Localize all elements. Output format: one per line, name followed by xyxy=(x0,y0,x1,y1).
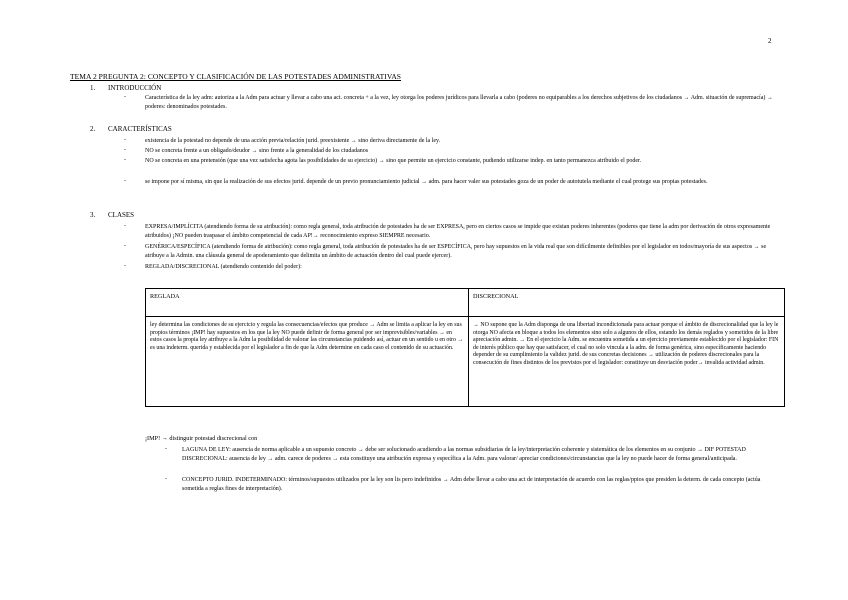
bullet-marker: - xyxy=(124,243,126,249)
list-item-text: Característica de la ley adm: autoriza a la Adm para actuar y llevar a cabo una act. concreta + a la vez, ley otorga los poderes jurídicos para llevarla a cabo (poderes no equiparables a los derechos subjetivos de los ciudadanos → Adm. situación de supremacía) → poderes: denominados potestades. xyxy=(145,95,773,110)
imp-heading: ¡IMP! → distinguir potestad discrecional con xyxy=(145,435,258,442)
document-title: TEMA 2 PREGUNTA 2: CONCEPTO Y CLASIFICACIÓN DE LAS POTESTADES ADMINISTRATIVAS xyxy=(70,72,402,81)
list-item-text: existencia de la potestad no depende de una acción previa/relación jurid. preexistente → sino deriva directamente de la ley. xyxy=(145,138,441,144)
bullet-marker: - xyxy=(165,446,167,452)
bullet-marker: - xyxy=(124,157,126,163)
list-item xyxy=(124,94,773,110)
table-header-discrecional: DISCRECIONAL xyxy=(469,289,785,317)
list-item xyxy=(124,243,767,259)
section-title: CLASES xyxy=(108,211,135,219)
list-item xyxy=(124,263,302,270)
bullet-marker: - xyxy=(124,223,126,229)
list-item-text: se impone por sí misma, sin que la realización de sus efectos jurid. depende de un previo pronunciamiento judicial → adm. para hacer valer sus potestades goza de un poder de autotutela mediante el cual protege sus propias potestades. xyxy=(145,179,708,185)
list-item xyxy=(165,446,746,462)
list-item-text: CONCEPTO JURID. INDETERMINADO: términos/supuestos utilizados por la ley son lis pero indefinidos → Adm debe llevar a cabo una act de interpretación de acuerdo con las reglas/ppios que presiden la determ. de cada concepto (actúa sometida a reglas fines de interpretación). xyxy=(182,477,761,492)
list-item xyxy=(124,157,642,164)
section-number: 1. xyxy=(90,84,96,92)
bullet-marker: - xyxy=(124,178,126,184)
list-item xyxy=(124,147,369,154)
section-title: INTRODUCCIÓN xyxy=(108,84,162,92)
list-item-text: NO se concreta frente a un obligado/deudor → sino frente a la generalidad de los ciudadanos xyxy=(145,148,369,154)
bullet-marker: - xyxy=(124,263,126,269)
list-item-text: GENÉRICA/ESPECÍFICA (atendiendo forma de atribución): como regla general, toda atribución de potestades ha de ser ESPECÍFICA, pero hay supuestos en la vida real que son difícilmente definibles por el legislador en todos/mayoría de sus aspectos → se atribuye a la Admin. una cláusula general de apoderamiento que delimita un ámbito de actuación dentro del cual puede ejercer). xyxy=(145,244,767,259)
bullet-marker: - xyxy=(124,147,126,153)
list-item-text: NO se concreta en una pretensión (que una vez satisfecha agota las posibilidades de su ejercicio) → sino que permite un ejercicio constante, pudiendo utilizarse indep. en tanto permanezca atribuido el poder. xyxy=(145,158,642,164)
table-header-reglada: REGLADA xyxy=(146,289,469,317)
list-item-text: LAGUNA DE LEY: ausencia de norma aplicable a un supuesto concreto → debe ser solucionado acudiendo a las normas subsidiarias de la ley/interpretación coherente y sistemática de los elementos en su conjunto → DIF POTESTAD DISCRECIONAL: ausencia de ley → adm. carece de poderes → esta constituye una atribución expresa y específica a la Adm. para valorar/ apreciar condiciones/circunstancias que la ley no puede hacer de forma general/anticipada. xyxy=(182,447,746,462)
section-number: 3. xyxy=(90,211,96,219)
list-item xyxy=(124,223,771,239)
list-item xyxy=(124,137,441,144)
bullet-marker: - xyxy=(124,94,126,100)
section-heading-introduccion xyxy=(90,84,161,92)
comparison-table xyxy=(145,288,785,407)
bullet-marker: - xyxy=(124,137,126,143)
table-header-row xyxy=(146,289,785,317)
table-row xyxy=(146,317,785,407)
section-number: 2. xyxy=(90,125,96,133)
page-number: 2 xyxy=(768,37,772,45)
section-title: CARACTERÍSTICAS xyxy=(108,125,172,133)
list-item xyxy=(165,476,761,492)
list-item-text: REGLADA/DISCRECIONAL (atendiendo contenido del poder): xyxy=(145,264,302,270)
list-item xyxy=(124,178,708,185)
table-cell-reglada: ley determina las condiciones de su ejercicio y regula las consecuencias/efectos que produce → Adm se limita a aplicar la ley en sus propios términos ¡IMP! hay supuestos en los que la ley NO puede definir de forma general por ser imprevisibles/variables → en estos casos la propia ley atribuye a la Adm la posibilidad de valorar las circunstancias puidendo así, actuar en un sentido u en otro → es una indeterm. querida y establecida por el legislador a fin de que la Adm determine en cada caso el contenido de su actuación. xyxy=(146,317,469,407)
bullet-marker: - xyxy=(165,476,167,482)
list-item-text: EXPRESA/IMPLÍCITA (atendiendo forma de su atribución): como regla general, toda atribución de potestades ha de ser EXPRESA, pero en ciertos casos se impide que existan poderes inherentes (poderes que tiene la adm por derivación de otros expresamente atribuidos) ¡NO pueden traspasar el ámbito competencial de cada AP!→ reconocimiento expreso SIEMPRE necesario. xyxy=(145,224,771,239)
section-heading-clases xyxy=(90,211,134,219)
section-heading-caracteristicas xyxy=(90,125,172,133)
table-cell-discrecional: → NO supone que la Adm disponga de una libertad incondicionada para actuar porque el ámbito de discrecionalidad que la ley le otorga NO afecta en bloque a todos los elementos sino solo a algunos de ellos, estando los demás reglados y sometidos de la libre apreciación admin. → En el ejercicio la Adm. se encuentra sometida a un ejercicio previamente establecido por el legislador: FIN de interés público que hay que satisfacer, el cual no solo vincula a la adm. de forma genérica, sino específicamente haciendo depender de su cumplimiento la validez jurid. de sus concretas decisiones → utilización de poderes discrecionales para la consecución de fines distintos de los previstos por el legislador: constituye un desviación poder→ invalida actividad admin. xyxy=(469,317,785,407)
